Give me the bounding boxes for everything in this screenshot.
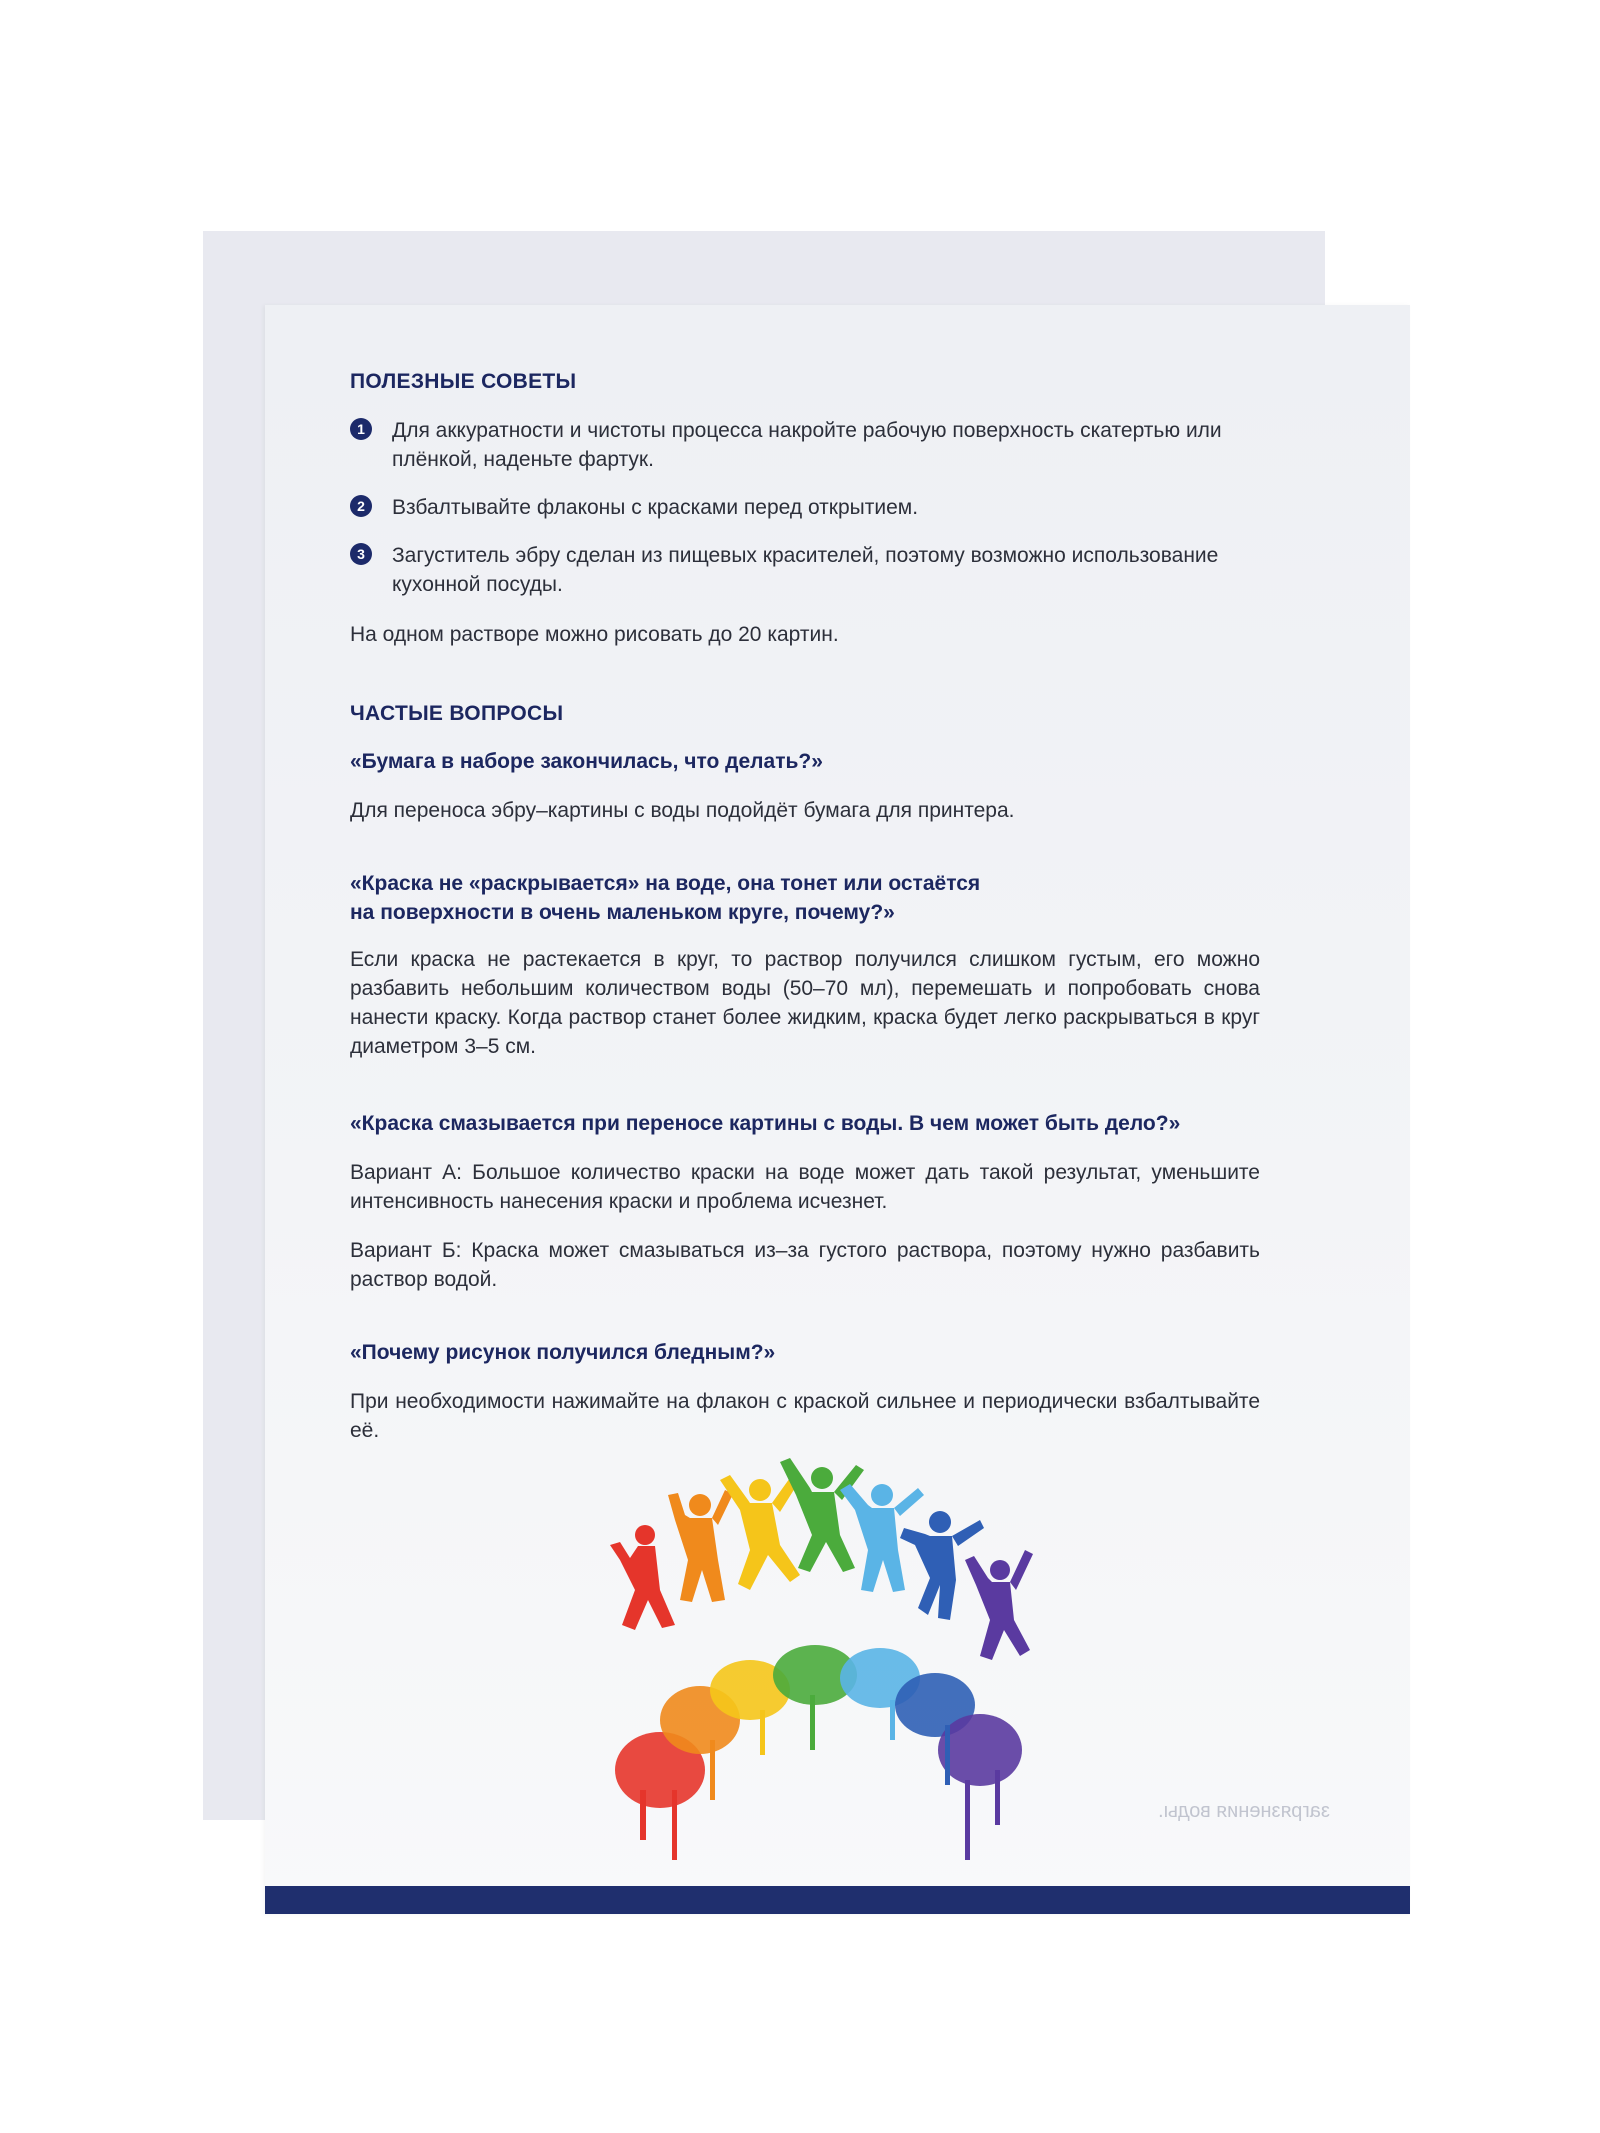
tips-note: На одном растворе можно рисовать до 20 картин. <box>350 623 839 646</box>
paint-splash-arc <box>615 1645 1022 1860</box>
faq-answer: Для переноса эбру–картины с воды подойдёт бумага для принтера. <box>350 799 1015 822</box>
faq-question: «Почему рисунок получился бледным?» <box>350 1341 776 1364</box>
tip-text: Загуститель эбру сделан из пищевых красителей, поэтому возможно использование кухонной посуды. <box>392 544 1219 596</box>
tip-number-badge: 1 <box>350 418 372 440</box>
faq-answer: Если краска не растекается в круг, то раствор получился слишком густым, его можно разбавить небольшим количеством воды (50–70 мл), перемешать и попробовать снова нанести краску. Когда раствор станет более жидким, краска будет легко раскрываться в круг диаметром 3–5 см. <box>350 948 1260 1058</box>
faq-title: ЧАСТЫЕ ВОПРОСЫ <box>350 702 564 725</box>
faq-question: «Краска смазывается при переносе картины с воды. В чем может быть дело?» <box>350 1112 1181 1135</box>
faq-question-line: на поверхности в очень маленьком круге, почему?» <box>350 901 895 924</box>
tip-text: Взбалтывайте флаконы с красками перед открытием. <box>392 496 919 519</box>
child-silhouette-yellow <box>720 1475 800 1590</box>
child-silhouette-green <box>780 1458 864 1572</box>
tip-item <box>350 541 1260 599</box>
tip-text: Для аккуратности и чистоты процесса накройте рабочую поверхность скатертью или плёнкой, наденьте фартук. <box>392 419 1222 471</box>
tips-title: ПОЛЕЗНЫЕ СОВЕТЫ <box>350 370 577 393</box>
faq-question: «Бумага в наборе закончилась, что делать?» <box>350 750 823 773</box>
faq-answer: При необходимости нажимайте на флакон с краской сильнее и периодически взбалтывайте её. <box>350 1390 1260 1442</box>
child-silhouette-orange <box>668 1490 733 1602</box>
faq-answer: Вариант А: Большое количество краски на воде может дать такой результат, уменьшите интенсивность нанесения краски и проблема исчезнет. <box>350 1161 1260 1213</box>
faq-answer: Вариант Б: Краска может смазываться из–за густого раствора, поэтому нужно разбавить раствор водой. <box>350 1239 1260 1291</box>
faq-question-line: «Краска не «раскрывается» на воде, она тонет или остаётся <box>350 872 981 895</box>
tip-item <box>350 493 1260 522</box>
tip-number-badge: 3 <box>350 543 372 565</box>
tip-number-badge: 2 <box>350 495 372 517</box>
back-page-mirrored-text: загрязнения воды. <box>1158 1800 1330 1822</box>
child-silhouette-purple <box>965 1550 1033 1660</box>
child-silhouette-red <box>610 1525 675 1630</box>
bottom-color-band <box>265 1886 1410 1914</box>
tip-item <box>350 416 1260 474</box>
jumping-children-illustration <box>600 1450 1080 1880</box>
instruction-content <box>350 370 1260 1445</box>
